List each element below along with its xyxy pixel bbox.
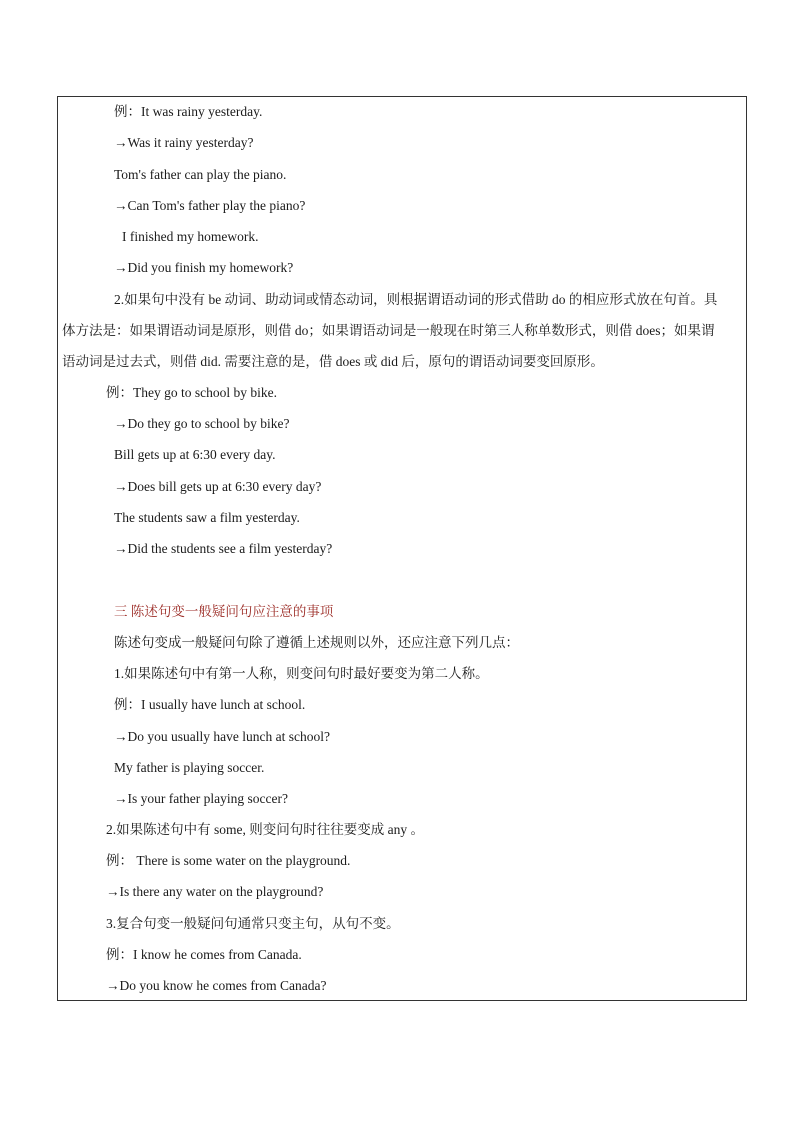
example-label-line: 例：I usually have lunch at school.	[114, 697, 306, 712]
statement-line: Bill gets up at 6:30 every day.	[114, 447, 276, 462]
question-line: →Is there any water on the playground?	[106, 884, 324, 899]
rule-paragraph-line: 2.如果句中没有 be 动词、助动词或情态动词，则根据谓语动词的形式借助 do 的相应形式放在句首。具	[114, 292, 718, 307]
question-line: →Can Tom's father play the piano?	[114, 198, 306, 213]
question-line: →Did the students see a film yesterday?	[114, 541, 333, 556]
question-line: →Did you finish my homework?	[114, 260, 294, 275]
example-label-line: 例： There is some water on the playground.	[106, 853, 351, 868]
example-label-line: 例：I know he comes from Canada.	[106, 947, 302, 962]
intro-line: 陈述句变成一般疑问句除了遵循上述规则以外，还应注意下列几点：	[114, 635, 519, 650]
section-heading: 三 陈述句变一般疑问句应注意的事项	[114, 604, 334, 619]
example-label-line: 例：They go to school by bike.	[106, 385, 277, 400]
question-line: →Do you know he comes from Canada?	[106, 978, 327, 993]
rule-paragraph-line: 体方法是：如果谓语动词是原形，则借 do；如果谓语动词是一般现在时第三人称单数形式，则借 does；如果谓	[62, 323, 715, 338]
rule-line: 1.如果陈述句中有第一人称，则变问句时最好要变为第二人称。	[114, 666, 489, 681]
question-line: →Does bill gets up at 6:30 every day?	[114, 479, 322, 494]
question-line: →Do you usually have lunch at school?	[114, 729, 330, 744]
rule-line: 3.复合句变一般疑问句通常只变主句，从句不变。	[106, 916, 400, 931]
question-line: →Do they go to school by bike?	[114, 416, 290, 431]
rule-line: 2.如果陈述句中有 some, 则变问句时往往要变成 any 。	[106, 822, 424, 837]
example-label-line: 例：It was rainy yesterday.	[114, 104, 263, 119]
statement-line: I finished my homework.	[122, 229, 259, 244]
question-line: →Is your father playing soccer?	[114, 791, 288, 806]
statement-line: The students saw a film yesterday.	[114, 510, 300, 525]
statement-line: Tom's father can play the piano.	[114, 167, 287, 182]
question-line: →Was it rainy yesterday?	[114, 135, 254, 150]
statement-line: My father is playing soccer.	[114, 760, 265, 775]
rule-paragraph-line: 语动词是过去式，则借 did. 需要注意的是，借 does 或 did 后，原句的谓语动词要变回原形。	[62, 354, 604, 369]
